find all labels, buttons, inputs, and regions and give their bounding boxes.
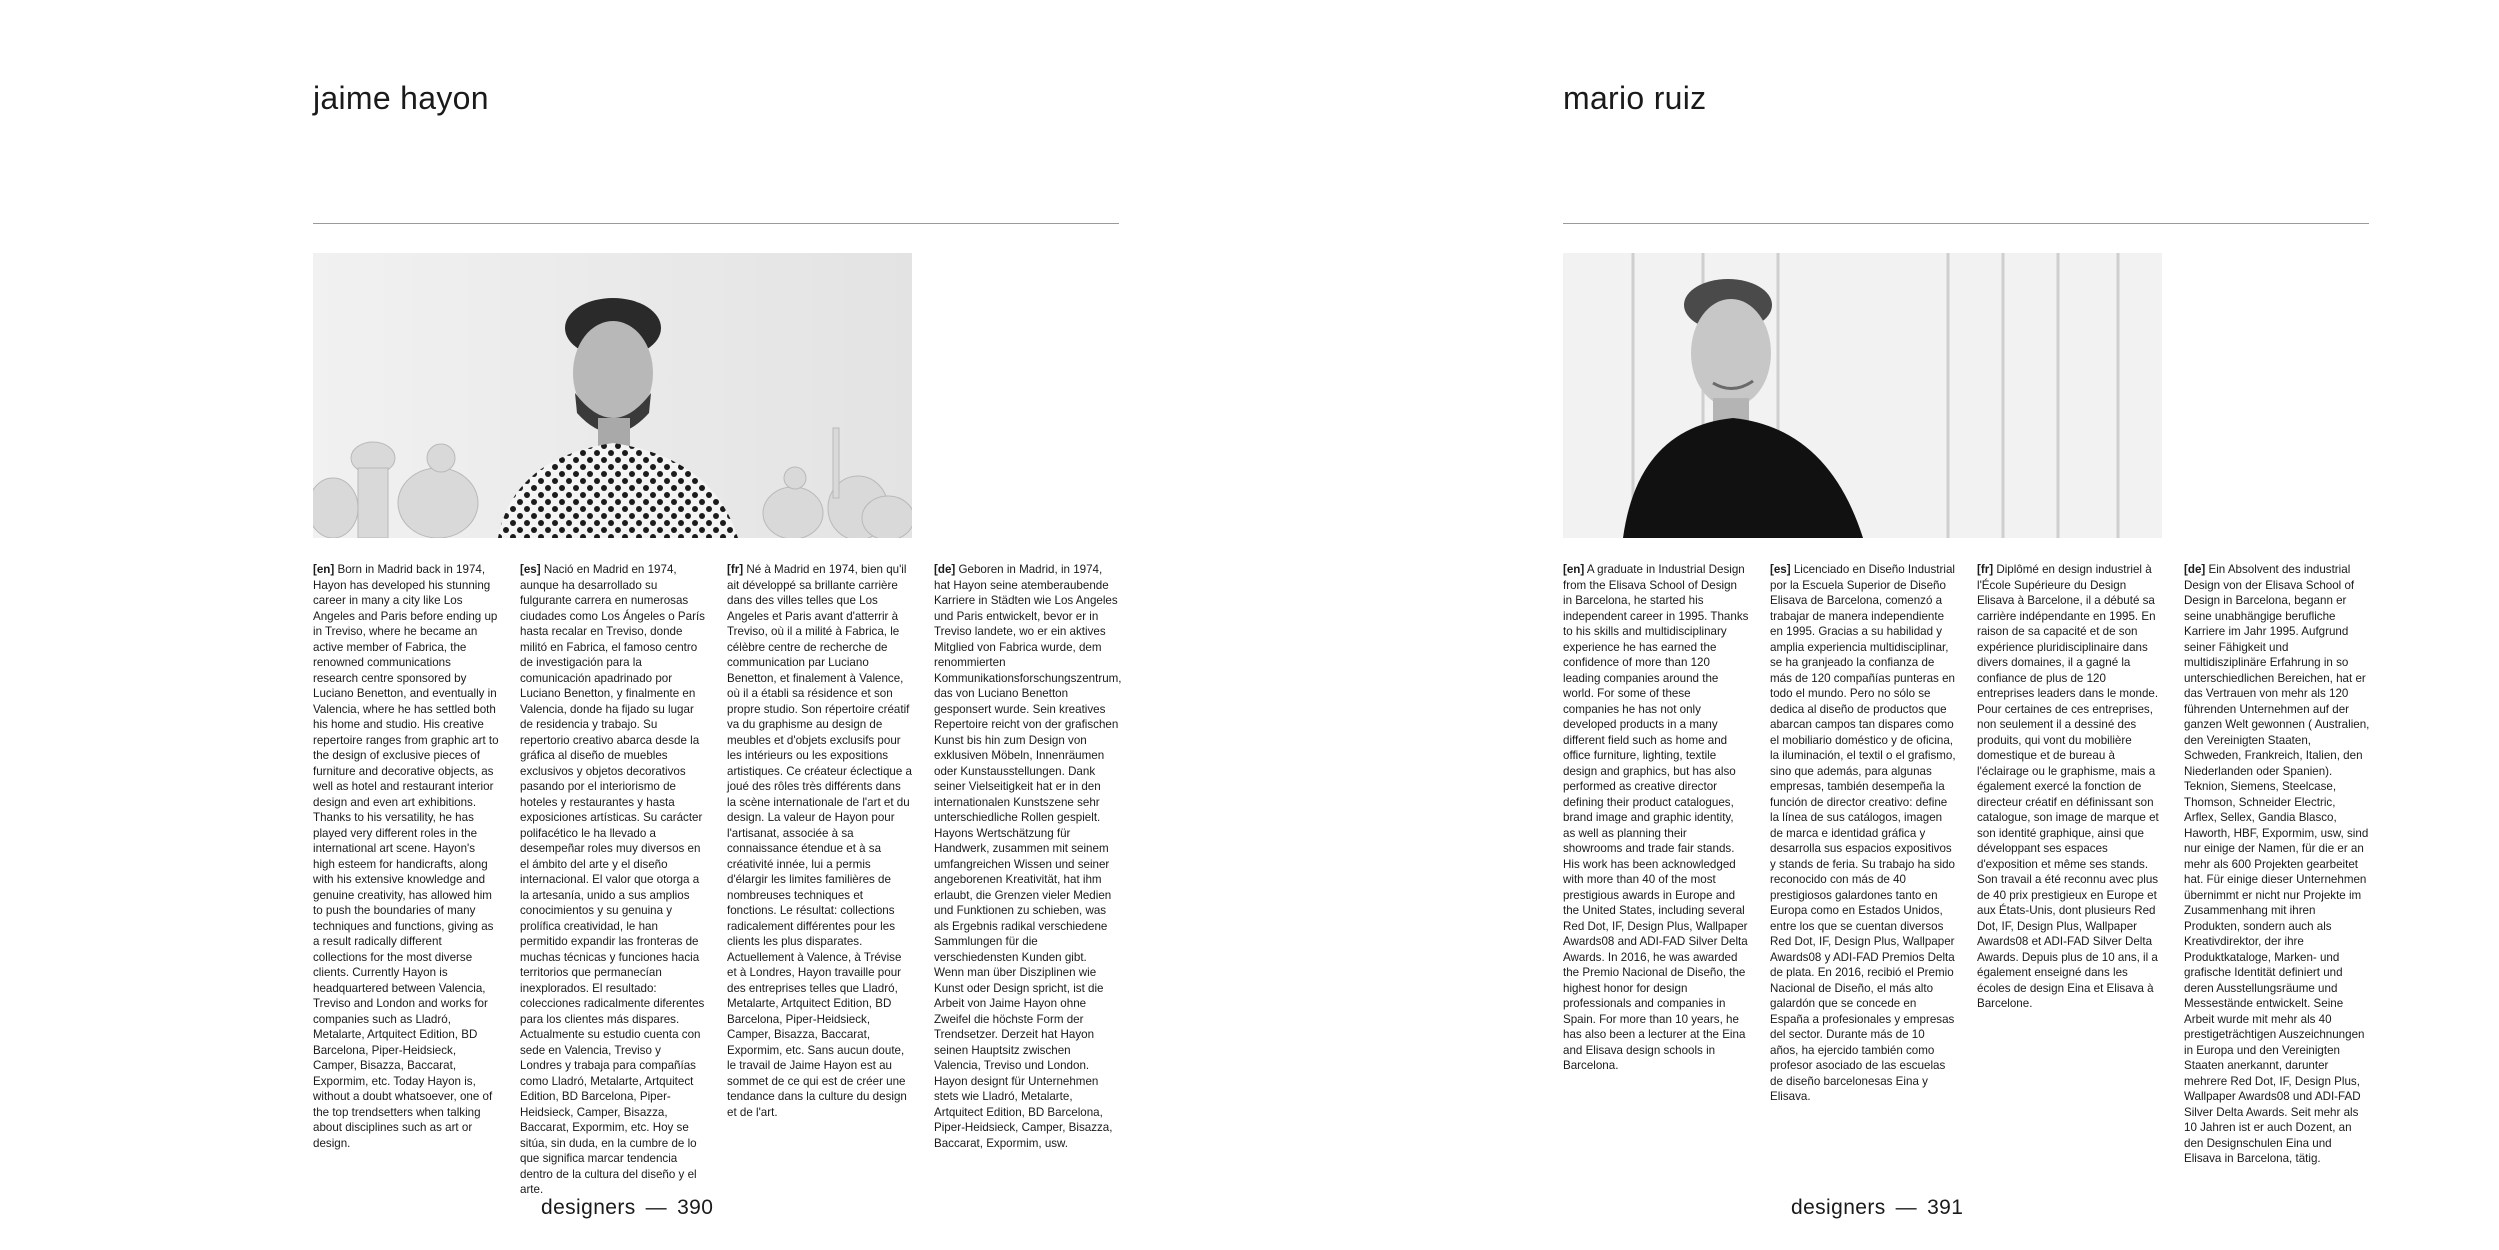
language-tag: [fr] [1977, 563, 1994, 576]
page-left [0, 0, 1249, 1250]
bio-column-de [2184, 562, 2370, 1167]
bio-text: Nació en Madrid en 1974, aunque ha desarrollado su fulgurante carrera en numerosas ciudades como Los Ángeles o París hasta recalar en Treviso, donde militó en Fabrica, el famoso centro de investigación para la comunicación apadrinado por Luciano Benetton, y finalmente en Valencia, donde ha fijado su lugar de residencia y trabajo. Su repertorio creativo abarca desde la gráfica al diseño de muebles exclusivos y objetos decorativos pasando por el interiorismo de hoteles y restaurantes y hasta exposiciones artísticas. Su carácter polifacético le ha llevado a desempeñar roles muy diversos en el ámbito del arte y el diseño internacional. El valor que otorga a la artesanía, unido a sus amplios conocimientos y su genuina y prolífica creatividad, le han permitido expandir las fronteras de muchas técnicas y funciones hacia territorios que permanecían inexplorados. El resultado: colecciones radicalmente diferentes para los clientes más dispares. Actualmente su estudio cuenta con sede en Valencia, Treviso y Londres y trabaja para compañías como Lladró, Metalarte, Artquitect Edition, BD Barcelona, Piper-Heidsieck, Camper, Bisazza, Baccarat, Expormim, etc. Hoy se sitúa, sin duda, en la cumbre de lo que significa marcar tendencia dentro de la cultura del diseño y el arte. [520, 563, 705, 1196]
bio-column-de [934, 562, 1120, 1151]
designer-photo [1563, 253, 2162, 538]
bio-column-es [520, 562, 706, 1198]
folio-label: designers [541, 1196, 636, 1219]
page-number: 390 [677, 1196, 714, 1219]
bio-column-es [1770, 562, 1956, 1105]
bio-column-en [1563, 562, 1749, 1074]
bio-column-fr [1977, 562, 2163, 1012]
language-tag: [de] [934, 563, 956, 576]
language-tag: [es] [520, 563, 541, 576]
language-tag: [fr] [727, 563, 744, 576]
header-rule [1563, 223, 2369, 224]
bio-text: Licenciado en Diseño Industrial por la Escuela Superior de Diseño Elisava de Barcelona, comenzó a trabajar de manera independiente en 1995. Gracias a su habilidad y amplia experiencia multidisciplinar, se ha granjeado la confianza de más de 120 compañías punteras en todo el mundo. Pero no sólo se dedica al diseño de productos que abarcan campos tan dispares como el mobiliario doméstico y de oficina, la iluminación, el textil o el grafismo, sino que además, para algunas empresas, también desempeña la función de director creativo: define la línea de sus catálogos, imagen de marca e identidad gráfica y desarrolla sus espacios expositivos y stands de feria. Su trabajo ha sido reconocido con más de 40 prestigiosos galardones tanto en Europa como en Estados Unidos, entre los que se cuentan diversos Red Dot, IF, Design Plus, Wallpaper Awards08 y ADI-FAD Premios Delta de plata. En 2016, recibió el Premio Nacional de Diseño, el más alto galardón que se concede en España a profesionales y empresas del sector. Durante más de 10 años, ha ejercido también como profesor asociado de las escuelas de diseño barcelonesas Eina y Elisava. [1770, 563, 1956, 1103]
folio-dash: — [645, 1196, 668, 1219]
page-folio [541, 1196, 713, 1220]
bio-text: Born in Madrid back in 1974, Hayon has developed his stunning career in many a city like Los Angeles and Paris before ending up in Treviso, where he became an active member of Fabrica, the renowned communications research centre sponsored by Luciano Benetton, and eventually in Valencia, where he has settled both his home and studio. His creative repertoire ranges from graphic art to the design of exclusive pieces of furniture and decorative objects, as well as hotel and restaurant interior design and even art exhibitions. Thanks to his versatility, he has played very different roles in the international art scene. Hayon's high esteem for handicrafts, along with his extensive knowledge and genuine creativity, has allowed him to push the boundaries of many techniques and functions, giving as a result radically different collections for the most diverse clients. Currently Hayon is headquartered between Valencia, Treviso and London and works for companies such as Lladró, Metalarte, Artquitect Edition, BD Barcelona, Piper-Heidsieck, Camper, Bisazza, Baccarat, Expormim, etc. Today Hayon is, without a doubt whatsoever, one of the top trendsetters when talking about disciplines such as art or design. [313, 563, 499, 1150]
folio-label: designers [1791, 1196, 1886, 1219]
header-rule [313, 223, 1119, 224]
language-tag: [en] [313, 563, 335, 576]
folio-dash: — [1895, 1196, 1918, 1219]
language-tag: [en] [1563, 563, 1585, 576]
bio-text: Ein Absolvent des industrial Design von der Elisava School of Design in Barcelona, begann er seine unabhängige berufliche Karriere im Jahr 1995. Aufgrund seiner Fähigkeit und multidisziplinäre Erfahrung in so unterschiedlichen Bereichen, hat er das Vertrauen von mehr als 120 führenden Unternehmen auf der ganzen Welt gewonnen ( Australien, den Vereinigten Staaten, Schweden, Frankreich, Italien, den Niederlanden oder Spanien). Teknion, Siemens, Steelcase, Thomson, Schneider Electric, Arflex, Sellex, Gandia Blasco, Haworth, HBF, Expormim, usw, sind nur einige der Namen, für die er an mehr als 600 Projekten gearbeitet hat. Für einige dieser Unternehmen übernimmt er nicht nur Projekte im Zusammenhang mit ihren Produkten, sondern auch als Kreativdirektor, der ihre Produktkataloge, Marken- und grafische Identität definiert und deren Ausstellungsräume und Messestände entwickelt. Seine Arbeit wurde mit mehr als 40 prestigeträchtigen Auszeichnungen in Europa und den Vereinigten Staaten anerkannt, darunter mehrere Red Dot, IF, Design Plus, Wallpaper Awards08 und ADI-FAD Silver Delta Awards. Seit mehr als 10 Jahren ist er auch Dozent, an den Designschulen Eina und Elisava in Barcelona, tätig. [2184, 563, 2370, 1165]
designer-name: jaime hayon [313, 80, 489, 116]
portrait-image [1563, 253, 2162, 538]
bio-column-fr [727, 562, 913, 1120]
page-right [1250, 0, 2499, 1250]
portrait-image [313, 253, 912, 538]
designer-photo [313, 253, 912, 538]
page-folio [1791, 1196, 1963, 1220]
designer-name: mario ruiz [1563, 80, 1707, 116]
language-tag: [de] [2184, 563, 2206, 576]
bio-column-en [313, 562, 499, 1151]
bio-text: Né à Madrid en 1974, bien qu'il ait développé sa brillante carrière dans des villes telles que Los Angeles et Paris avant d'atterrir à Treviso, où il a milité à Fabrica, le célèbre centre de recherche de communication par Luciano Benetton, et finalement à Valence, où il a établi sa résidence et son propre studio. Son répertoire créatif va du graphisme au design de meubles et d'objets exclusifs pour les intérieurs ou les expositions artistiques. Ce créateur éclectique a joué des rôles très différents dans la scène internationale de l'art et du design. La valeur de Hayon pour l'artisanat, associée à sa connaissance étendue et à sa créativité innée, lui a permis d'élargir les limites familières de nombreuses techniques et fonctions. Le résultat: collections radicalement différentes pour les clients les plus disparates. Actuellement à Valence, à Trévise et à Londres, Hayon travaille pour des entreprises telles que Lladró, Metalarte, Artquitect Edition, BD Barcelona, Piper-Heidsieck, Camper, Bisazza, Baccarat, Expormim, etc. Sans aucun doute, le travail de Jaime Hayon est au sommet de ce qui est de créer une tendance dans la culture du design et de l'art. [727, 563, 912, 1119]
page-number: 391 [1927, 1196, 1964, 1219]
language-tag: [es] [1770, 563, 1791, 576]
bio-text: Geboren in Madrid, in 1974, hat Hayon seine atemberaubende Karriere in Städten wie Los Angeles und Paris entwickelt, bevor er in Treviso landete, wo er ein aktives Mitglied von Fabrica wurde, dem renommierten Kommunikationsforschungszentrum, das von Luciano Benetton gesponsert wurde. Sein kreatives Repertoire reicht von der grafischen Kunst bis hin zum Design von exklusiven Möbeln, Innenräumen oder Kunstausstellungen. Dank seiner Vielseitigkeit hat er in den internationalen Kunstszene sehr unterschiedliche Rollen gespielt. Hayons Wertschätzung für Handwerk, zusammen mit seinem umfangreichen Wissen und seiner angeborenen Kreativität, hat ihm erlaubt, die Grenzen vieler Medien und Funktionen zu schieben, was als Ergebnis radikal verschiedene Sammlungen für die verschiedensten Kunden gibt. Wenn man über Disziplinen wie Kunst oder Design spricht, ist die Arbeit von Jaime Hayon ohne Zweifel die höchste Form der Trendsetzer. Derzeit hat Hayon seinen Hauptsitz zwischen Valencia, Treviso und London. Hayon designt für Unternehmen stets wie Lladró, Metalarte, Artquitect Edition, BD Barcelona, Piper-Heidsieck, Camper, Bisazza, Baccarat, Expormim, usw. [934, 563, 1122, 1150]
bio-text: Diplômé en design industriel à l'École Supérieure du Design Elisava à Barcelone, il a débuté sa carrière indépendante en 1995. En raison de sa capacité et de son expérience pluridisciplinaire dans divers domaines, il a gagné la confiance de plus de 120 entreprises leaders dans le monde. Pour certaines de ces entreprises, non seulement il a dessiné des produits, qui vont du mobilière domestique et de bureau à l'éclairage ou le graphisme, mais a également exercé la fonction de directeur créatif en définissant son catalogue, son image de marque et son identité graphique, ainsi que développant ses espaces d'exposition et même ses stands. Son travail a été reconnu avec plus de 40 prix prestigieux en Europe et aux États-Unis, dont plusieurs Red Dot, IF, Design Plus, Wallpaper Awards08 et ADI-FAD Silver Delta Awards. Depuis plus de 10 ans, il a également enseigné dans les écoles de design Eina et Elisava à Barcelone. [1977, 563, 2159, 1010]
bio-text: A graduate in Industrial Design from the Elisava School of Design in Barcelona, he started his independent career in 1995. Thanks to his skills and multidisciplinary experience he has earned the confidence of more than 120 leading companies around the world. For some of these companies he has not only developed products in a many different field such as home and office furniture, lighting, textile design and graphics, but has also performed as creative director defining their product catalogues, brand image and graphic identity, as well as planning their showrooms and trade fair stands. His work has been acknowledged with more than 40 of the most prestigious awards in Europe and the United States, including several Red Dot, IF, Design Plus, Wallpaper Awards08 and ADI-FAD Silver Delta Awards. In 2016, he was awarded the Premio Nacional de Diseño, the highest honor for design professionals and companies in Spain. For more than 10 years, he has also been a lecturer at the Eina and Elisava design schools in Barcelona. [1563, 563, 1749, 1072]
